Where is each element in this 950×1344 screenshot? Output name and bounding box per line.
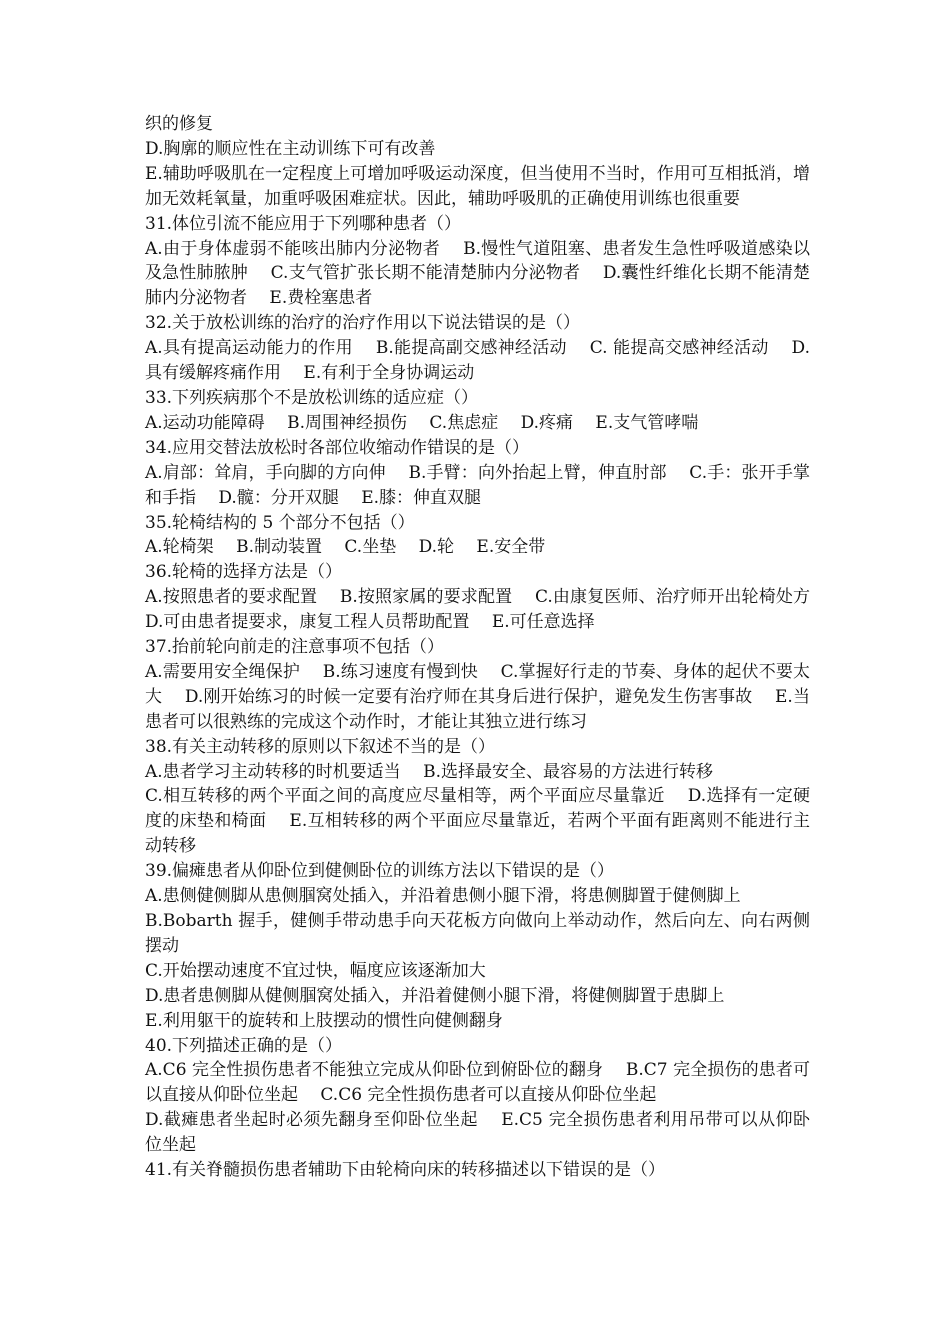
question-36: 36.轮椅的选择方法是（） [145, 562, 343, 583]
question-41: 41.有关脊髓损伤患者辅助下由轮椅向床的转移描述以下错误的是（） [145, 1160, 666, 1181]
question-35: 35.轮椅结构的 5 个部分不包括（） [145, 512, 415, 533]
question-34: 34.应用交替法放松时各部位收缩动作错误的是（） [145, 437, 530, 458]
question-31-options: A.由于身体虚弱不能咳出肺内分泌物者 B.慢性气道阻塞、患者发生急性呼吸道感染以及急性肺脓肿 C.支气管扩张长期不能清楚肺内分泌物者 D.囊性纤维化长期不能清楚肺内分泌物者 E.费栓塞患者 [145, 238, 810, 309]
question-38-options-ab: A.患者学习主动转移的时机要适当 B.选择最安全、最容易的方法进行转移 [145, 761, 713, 782]
question-36-options: A.按照患者的要求配置 B.按照家属的要求配置 C.由康复医师、治疗师开出轮椅处方 D.可由患者提要求，康复工程人员帮助配置 E.可任意选择 [145, 587, 833, 633]
question-38-options-cde: C.相互转移的两个平面之间的高度应尽量相等，两个平面应尽量靠近 D.选择有一定硬度的床垫和椅面 E.互相转移的两个平面应尽量靠近，若两个平面有距离则不能进行主动转移 [145, 786, 810, 857]
option-e: E.辅助呼吸肌在一定程度上可增加呼吸运动深度，但当使用不当时，作用可互相抵消，增加无效耗氧量，加重呼吸困难症状。因此，辅助呼吸肌的正确使用训练也很重要 [145, 163, 810, 209]
question-40: 40.下列描述正确的是（） [145, 1035, 343, 1056]
question-37: 37.抬前轮向前走的注意事项不包括（） [145, 637, 445, 658]
document-body [145, 112, 833, 1183]
question-39-option-b: B.Bobarth 握手，健侧手带动患手向天花板方向做向上举动动作，然后向左、向右两侧摆动 [145, 911, 810, 956]
question-32-options: A.具有提高运动能力的作用 B.能提高副交感神经活动 C. 能提高交感神经活动 D.具有缓解疼痛作用 E.有利于全身协调运动 [145, 338, 810, 384]
question-39-option-d: D.患者患侧脚从健侧腘窝处插入，并沿着健侧小腿下滑，将健侧脚置于患脚上 [145, 985, 725, 1006]
option-d: D.胸廓的顺应性在主动训练下可有改善 [145, 138, 436, 159]
question-39: 39.偏瘫患者从仰卧位到健侧卧位的训练方法以下错误的是（） [145, 861, 615, 882]
question-33: 33.下列疾病那个不是放松训练的适应症（） [145, 387, 479, 408]
question-34-options: A.肩部：耸肩，手向脚的方向伸 B.手臂：向外抬起上臂，伸直肘部 C.手：张开手掌和手指 D.髋：分开双腿 E.膝：伸直双腿 [145, 462, 810, 508]
question-35-options: A.轮椅架 B.制动装置 C.坐垫 D.轮 E.安全带 [145, 537, 546, 558]
question-31: 31.体位引流不能应用于下列哪种患者（） [145, 213, 462, 234]
question-40-options-de: D.截瘫患者坐起时必须先翻身至仰卧位坐起 E.C5 完全损伤患者利用吊带可以从仰卧位坐起 [145, 1110, 810, 1156]
question-39-option-e: E.利用躯干的旋转和上肢摆动的惯性向健侧翻身 [145, 1010, 503, 1031]
question-39-option-a: A.患侧健侧脚从患侧腘窝处插入，并沿着患侧小腿下滑，将患侧脚置于健侧脚上 [145, 886, 741, 907]
question-38: 38.有关主动转移的原则以下叙述不当的是（） [145, 736, 496, 757]
text-line: 织的修复 [145, 114, 213, 134]
question-40-options-abc: A.C6 完全性损伤患者不能独立完成从仰卧位到俯卧位的翻身 B.C7 完全损伤的患者可以直接从仰卧位坐起 C.C6 完全性损伤患者可以直接从仰卧位坐起 [145, 1060, 810, 1106]
question-32: 32.关于放松训练的治疗的治疗作用以下说法错误的是（） [145, 313, 581, 334]
question-33-options: A.运动功能障碍 B.周围神经损伤 C.焦虑症 D.疼痛 E.支气管哮喘 [145, 412, 699, 433]
question-39-option-c: C.开始摆动速度不宜过快，幅度应该逐渐加大 [145, 960, 486, 981]
question-37-options: A.需要用安全绳保护 B.练习速度有慢到快 C.掌握好行走的节奏、身体的起伏不要太大 D.刚开始练习的时候一定要有治疗师在其身后进行保护，避免发生伤害事故 E.当患者可以很熟练的完成这个动作时，才能让其独立进行练习 [145, 661, 810, 732]
